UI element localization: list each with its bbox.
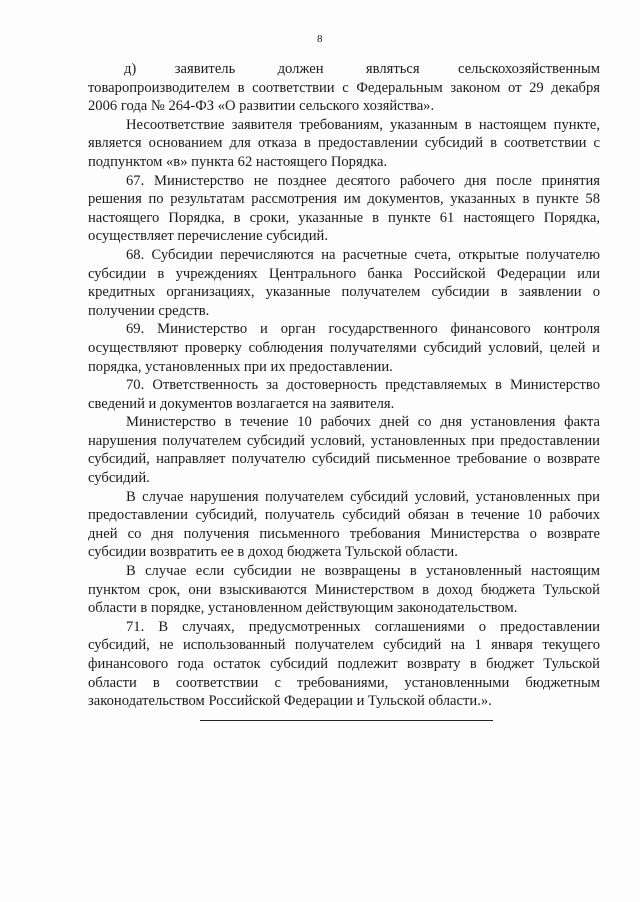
paragraph-recovery: В случае если субсидии не возвращены в установленный настоящим пунктом срок, они взыскиваются Министерством в доход бюджета Тульской области в порядке, установленном действующим законодательством. <box>88 563 600 617</box>
paragraph-d-applicant: д) заявитель должен являться сельскохозяйственным товаропроизводителем в соответствии с Федеральным законом от 29 декабря 2006 года № 264-ФЗ «О развитии сельского хозяйства». <box>88 61 600 115</box>
page-number: 8 <box>317 33 323 45</box>
paragraph-violation-return: В случае нарушения получателем субсидий условий, установленных при предоставлении субсидий, получатель субсидий обязан в течение 10 рабочих дней со дня получения письменного требования Министерства о возврате субсидии возвратить ее в доход бюджета Тульской области. <box>88 488 600 561</box>
paragraph-67: 67. Министерство не позднее десятого рабочего дня после принятия решения по результатам рассмотрения им документов, указанных в пункте 58 настоящего Порядка, в сроки, указанные в пункте 61 настоящего Порядка, осуществляет перечисление субсидий. <box>88 172 600 245</box>
paragraph-71: 71. В случаях, предусмотренных соглашениями о предоставлении субсидий, не использованный получателем субсидий на 1 января текущего финансового года остаток субсидий подлежит возврату в бюджет Тульской области в соответствии с требованиями, установленными бюджетным законодательством Российской Федерации и Тульской области.». <box>88 618 600 710</box>
paragraph-68: 68. Субсидии перечисляются на расчетные счета, открытые получателю субсидии в учреждениях Центрального банка Российской Федерации или кредитных организациях, указанные получателем субсидии в заявлении о получении средств. <box>88 246 600 319</box>
document-body <box>88 60 600 711</box>
paragraph-return-requirement: Министерство в течение 10 рабочих дней со дня установления факта нарушения получателем субсидий условий, установленных при предоставлении субсидий, направляет получателю субсидий письменное требование о возврате субсидий. <box>88 414 600 487</box>
end-divider-line <box>200 720 493 721</box>
paragraph-69: 69. Министерство и орган государственного финансового контроля осуществляют проверку соблюдения получателями субсидий условий, целей и порядка, установленных при их предоставлении. <box>88 321 600 375</box>
paragraph-70: 70. Ответственность за достоверность представляемых в Министерство сведений и документов возлагается на заявителя. <box>88 377 600 412</box>
paragraph-noncompliance: Несоответствие заявителя требованиям, указанным в настоящем пункте, является основанием для отказа в предоставлении субсидий в соответствии с подпунктом «в» пункта 62 настоящего Порядка. <box>88 116 600 170</box>
